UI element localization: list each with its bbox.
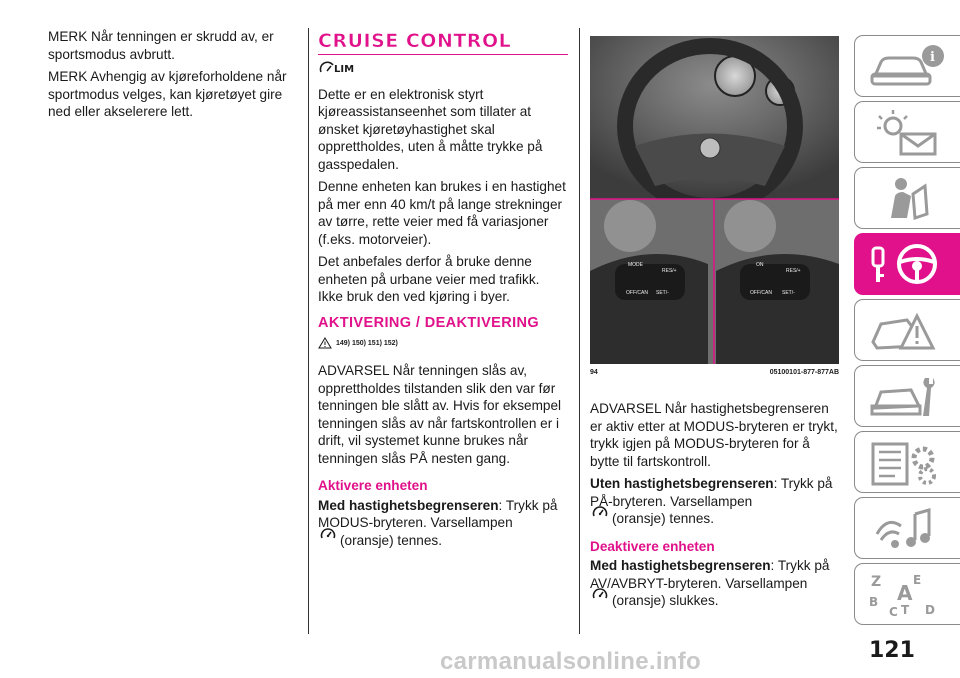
note-sport-mode-shift: MERK Avhengig av kjøreforholdene når sportmodus velges, kan kjøretøyet gire ned eller akselerere lett. <box>48 69 287 119</box>
deactivate-lamp-line <box>590 592 838 610</box>
tab-emergency[interactable] <box>854 299 960 361</box>
svg-text:i: i <box>930 50 935 65</box>
btn-set-label-right: SET/- <box>782 290 795 296</box>
column-divider-1 <box>308 28 309 634</box>
page-number: 121 <box>869 638 915 663</box>
tab-maintenance[interactable] <box>854 365 960 427</box>
safety-icon <box>867 174 947 224</box>
reference-numbers: 149) 150) 151) 152) <box>336 339 398 347</box>
cruise-warning-lamp-icon <box>592 504 608 525</box>
steering-wheel-key-icon <box>867 240 947 290</box>
without-limiter-text: : Trykk på PÅ-bryteren. Varsellampen <box>590 476 833 509</box>
svg-text:C: C <box>889 605 898 619</box>
activate-heading: Aktivere enheten <box>318 478 428 493</box>
car-info-icon <box>867 42 947 92</box>
maintenance-icon <box>867 372 947 422</box>
svg-text:T: T <box>901 603 910 617</box>
column-divider-2 <box>579 28 580 634</box>
warning-lights-icon <box>867 108 947 158</box>
activate-lamp-line <box>318 532 568 550</box>
svg-text:Z: Z <box>871 574 882 590</box>
activate-without-limiter <box>590 475 838 510</box>
cruise-warning-lamp-icon <box>320 526 336 547</box>
mode-switch-warning: ADVARSEL Når hastighetsbegrenseren er aktiv etter at MODUS-bryteren er trykt, trykk igjen på MODUS-bryteren for å bytte til fartskontroll. <box>590 401 838 469</box>
warning-triangle-icon <box>318 337 332 349</box>
note-sport-mode-off: MERK Når tenningen er skrudd av, er sportsmodus avbrutt. <box>48 29 274 62</box>
column-middle <box>318 30 568 554</box>
warning-references <box>318 335 568 353</box>
figure-code: 05100101-877-877AB <box>769 369 839 376</box>
emergency-icon <box>867 306 947 356</box>
svg-text:B: B <box>869 595 879 609</box>
svg-text:E: E <box>913 573 922 587</box>
activate-with-limiter <box>318 497 568 532</box>
column-left <box>48 28 293 126</box>
deactivate-heading: Deaktivere enheten <box>590 538 715 554</box>
tab-multimedia[interactable] <box>854 497 960 559</box>
recommendation-paragraph: Det anbefales derfor å bruke denne enheten på urbane veier med trafikk. Ikke bruk den ved kjøring i byer. <box>318 254 540 304</box>
index-icon <box>867 570 947 620</box>
tab-car-info[interactable] <box>854 35 960 97</box>
figure-caption <box>590 369 839 376</box>
svg-text:D: D <box>925 603 935 617</box>
ignition-warning: ADVARSEL Når tenningen slås av, opprettholdes tilstanden slik den var før tenningen ble slått av. Hvis for eksempel tenningen slås av når fartskontrollen er i drift, vil systemet kunne brukes når tenningen slås PÅ nesten gang. <box>318 363 562 466</box>
btn-offcan-label-left: OFF/CAN <box>626 290 648 296</box>
multimedia-icon <box>867 504 947 554</box>
without-limiter-lamp-text: (oransje) tennes. <box>612 511 715 526</box>
deactivate-label: Med hastighetsbegrenseren <box>590 558 771 573</box>
svg-text:LIM: LIM <box>334 64 354 75</box>
btn-mode-label: MODE <box>628 262 643 268</box>
tab-warning-lights[interactable] <box>854 101 960 163</box>
column-right <box>590 400 838 615</box>
btn-on-label: ON <box>756 262 764 268</box>
cruise-control-symbol-icon <box>318 59 568 80</box>
technical-data-icon <box>867 438 947 488</box>
btn-res-label-right: RES/+ <box>786 268 801 274</box>
subsection-title: AKTIVERING / DEAKTIVERING <box>318 314 540 331</box>
title-underline <box>318 54 568 55</box>
svg-text:A: A <box>897 581 913 605</box>
deactivate-with-limiter <box>590 557 838 592</box>
watermark: carmanualsonline.info <box>440 648 702 675</box>
activate-with-limiter-text: : Trykk på MODUS-bryteren. Varsellampen <box>318 497 558 530</box>
intro-paragraph: Dette er en elektronisk styrt kjøreassistanseenhet som tillater at ønsket kjøretøyhastighet skal opprettholdes, uten å måtte trykke på gasspedalen. <box>318 86 543 172</box>
figure-number: 94 <box>590 369 598 376</box>
btn-res-label-left: RES/+ <box>662 268 677 274</box>
deactivate-text: : Trykk på AV/AVBRYT-bryteren. Varsellampen <box>590 558 830 591</box>
usage-paragraph: Denne enheten kan brukes i en hastighet på mer enn 40 km/t på lange strekninger av tørre, rette veier med få variasjoner (f.eks. motorveier). <box>318 179 566 247</box>
btn-set-label-left: SET/- <box>656 290 669 296</box>
without-limiter-label: Uten hastighetsbegrenseren <box>590 476 774 491</box>
tab-starting-driving[interactable] <box>854 233 960 295</box>
activate-lamp-text: (oransje) tennes. <box>340 532 443 548</box>
btn-offcan-label-right: OFF/CAN <box>750 290 772 296</box>
steering-wheel-figure <box>590 36 839 364</box>
tab-safety[interactable] <box>854 167 960 229</box>
section-title: CRUISE CONTROL <box>318 30 512 52</box>
activate-with-limiter-label: Med hastighetsbegrenseren <box>318 497 499 513</box>
tab-technical-data[interactable] <box>854 431 960 493</box>
tab-index[interactable] <box>854 563 960 625</box>
deactivate-lamp-text: (oransje) slukkes. <box>612 593 719 608</box>
without-limiter-lamp-line <box>590 510 838 528</box>
cruise-warning-lamp-icon <box>592 586 608 607</box>
